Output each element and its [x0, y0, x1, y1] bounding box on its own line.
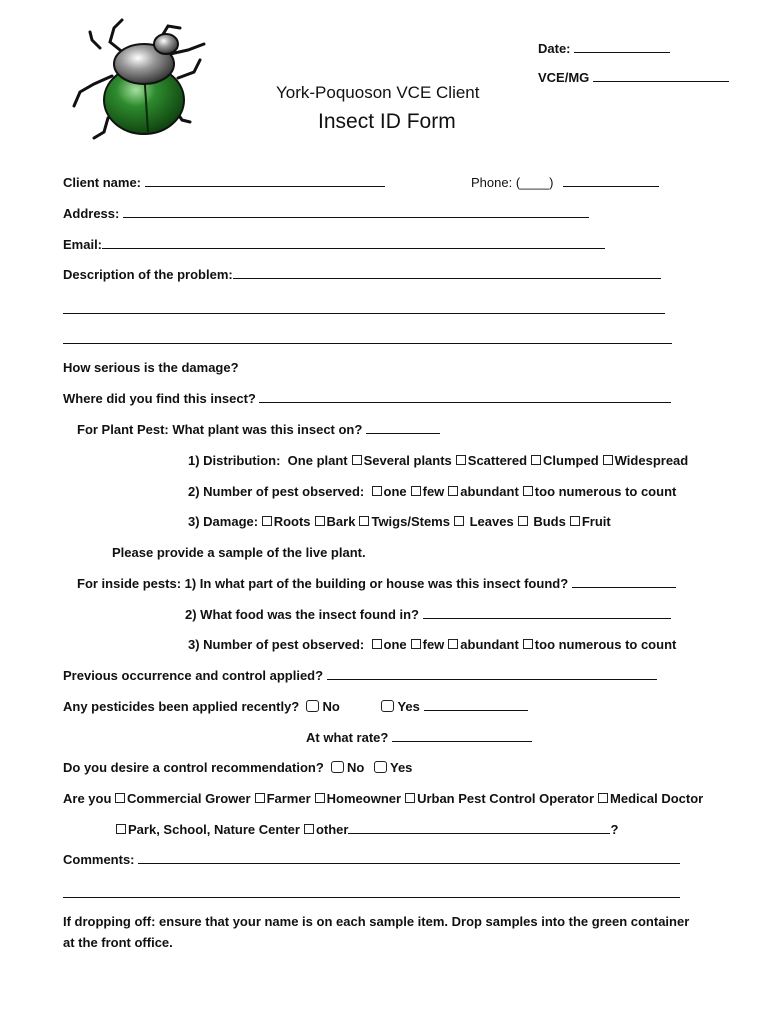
- client-name-label: Client name:: [63, 175, 142, 190]
- checkbox[interactable]: [116, 824, 126, 834]
- description-line-2[interactable]: [63, 313, 665, 314]
- option-homeowner[interactable]: Homeowner: [315, 791, 401, 806]
- address-field[interactable]: [63, 206, 589, 221]
- number-plant-label: 2) Number of pest observed:: [188, 484, 365, 499]
- seriousness-question: How serious is the damage?: [63, 360, 239, 375]
- option-leaves[interactable]: Leaves: [454, 514, 514, 529]
- email-field[interactable]: [63, 237, 605, 252]
- checkbox[interactable]: [456, 455, 466, 465]
- food-label: 2) What food was the insect found in?: [185, 607, 419, 622]
- checkbox[interactable]: [381, 700, 394, 712]
- option-buds[interactable]: Buds: [518, 514, 566, 529]
- checkbox[interactable]: [603, 455, 613, 465]
- option-farmer[interactable]: Farmer: [255, 791, 311, 806]
- vcemg-label: VCE/MG: [538, 70, 590, 85]
- option-one[interactable]: one: [372, 637, 407, 652]
- option-one[interactable]: one: [372, 484, 407, 499]
- previous-label: Previous occurrence and control applied?: [63, 668, 324, 683]
- option-widespread[interactable]: Widespread: [603, 453, 689, 468]
- option-medical-doctor[interactable]: Medical Doctor: [598, 791, 703, 806]
- checkbox[interactable]: [315, 793, 325, 803]
- inside-pests-field[interactable]: [77, 576, 676, 591]
- question-mark: ?: [610, 822, 619, 837]
- checkbox[interactable]: [518, 516, 528, 526]
- checkbox[interactable]: [374, 761, 387, 773]
- pesticides-row: [63, 699, 528, 714]
- option-clumped[interactable]: Clumped: [531, 453, 599, 468]
- option-several-plants[interactable]: Several plants: [352, 453, 452, 468]
- are-you-label: Are you: [63, 791, 112, 806]
- option-fruit[interactable]: Fruit: [570, 514, 611, 529]
- description-field[interactable]: [63, 267, 661, 282]
- food-field[interactable]: [185, 607, 671, 622]
- number-inside-label: 3) Number of pest observed:: [188, 637, 365, 652]
- date-label: Date:: [538, 41, 571, 56]
- checkbox[interactable]: [531, 455, 541, 465]
- checkbox[interactable]: [448, 639, 458, 649]
- checkbox[interactable]: [255, 793, 265, 803]
- option-few[interactable]: few: [411, 637, 445, 652]
- phone-field[interactable]: [471, 175, 659, 190]
- option-twigs-stems[interactable]: Twigs/Stems: [359, 514, 450, 529]
- checkbox[interactable]: [448, 486, 458, 496]
- recommendation-no-option[interactable]: No: [331, 760, 364, 775]
- role-row-2: [116, 822, 618, 837]
- vcemg-field[interactable]: [538, 70, 729, 85]
- checkbox[interactable]: [454, 516, 464, 526]
- checkbox[interactable]: [411, 639, 421, 649]
- checkbox[interactable]: [405, 793, 415, 803]
- option-too-numerous[interactable]: too numerous to count: [523, 637, 677, 652]
- checkbox[interactable]: [315, 516, 325, 526]
- recommendation-yes-option[interactable]: Yes: [374, 760, 412, 775]
- previous-field[interactable]: [63, 668, 657, 683]
- inside-pests-label: For inside pests: 1) In what part of the building or house was this insect found?: [77, 576, 569, 591]
- distribution-label: 1) Distribution:: [188, 453, 281, 468]
- damage-row: [188, 514, 615, 529]
- option-too-numerous[interactable]: too numerous to count: [523, 484, 677, 499]
- checkbox[interactable]: [523, 639, 533, 649]
- option-abundant[interactable]: abundant: [448, 637, 519, 652]
- description-line-3[interactable]: [63, 343, 672, 344]
- number-plant-row: [188, 484, 680, 499]
- checkbox[interactable]: [359, 516, 369, 526]
- checkbox[interactable]: [570, 516, 580, 526]
- option-park-school[interactable]: Park, School, Nature Center: [116, 822, 300, 837]
- checkbox[interactable]: [352, 455, 362, 465]
- checkbox[interactable]: [523, 486, 533, 496]
- option-few[interactable]: few: [411, 484, 445, 499]
- pesticides-label: Any pesticides been applied recently?: [63, 699, 300, 714]
- checkbox[interactable]: [372, 639, 382, 649]
- where-found-label: Where did you find this insect?: [63, 391, 256, 406]
- comments-field[interactable]: [63, 852, 680, 867]
- plant-pest-field[interactable]: [77, 422, 440, 437]
- footer-note-line-1: If dropping off: ensure that your name is on each sample item. Drop samples into the green container: [63, 914, 690, 929]
- checkbox[interactable]: [306, 700, 319, 712]
- checkbox[interactable]: [262, 516, 272, 526]
- comments-label: Comments:: [63, 852, 135, 867]
- checkbox[interactable]: [372, 486, 382, 496]
- checkbox[interactable]: [331, 761, 344, 773]
- checkbox[interactable]: [115, 793, 125, 803]
- option-scattered[interactable]: Scattered: [456, 453, 527, 468]
- email-label: Email:: [63, 237, 103, 252]
- beetle-icon: [70, 14, 210, 140]
- checkbox[interactable]: [598, 793, 608, 803]
- description-label: Description of the problem:: [63, 267, 233, 282]
- role-row-1: [63, 791, 707, 806]
- address-label: Address:: [63, 206, 120, 221]
- footer-note-line-2: at the front office.: [63, 935, 173, 950]
- pesticides-yes-option[interactable]: Yes: [381, 699, 527, 714]
- org-name: York-Poquoson VCE Client: [276, 83, 480, 102]
- rate-label: At what rate?: [306, 730, 389, 745]
- option-one-plant[interactable]: One plant: [287, 453, 348, 468]
- option-roots[interactable]: Roots: [262, 514, 311, 529]
- client-name-field[interactable]: [63, 175, 385, 190]
- rate-field[interactable]: [306, 730, 532, 745]
- comments-line-2[interactable]: [63, 897, 680, 898]
- date-field[interactable]: [538, 41, 670, 56]
- checkbox[interactable]: [304, 824, 314, 834]
- phone-label: Phone: (____): [471, 175, 554, 190]
- sample-note: Please provide a sample of the live plant.: [112, 545, 366, 560]
- recommendation-label: Do you desire a control recommendation?: [63, 760, 324, 775]
- option-bark[interactable]: Bark: [315, 514, 356, 529]
- page-title: Insect ID Form: [318, 110, 456, 133]
- number-inside-row: [188, 637, 680, 652]
- option-abundant[interactable]: abundant: [448, 484, 519, 499]
- pesticides-no-option[interactable]: No: [306, 699, 339, 714]
- option-commercial-grower[interactable]: Commercial Grower: [115, 791, 251, 806]
- where-found-field[interactable]: [63, 391, 671, 406]
- option-urban-pest-control[interactable]: Urban Pest Control Operator: [405, 791, 594, 806]
- recommendation-row: [63, 760, 412, 775]
- distribution-row: [188, 453, 692, 468]
- option-other[interactable]: other ?: [304, 822, 618, 837]
- damage-label: 3) Damage:: [188, 514, 259, 529]
- checkbox[interactable]: [411, 486, 421, 496]
- plant-pest-label: For Plant Pest: What plant was this insect on?: [77, 422, 363, 437]
